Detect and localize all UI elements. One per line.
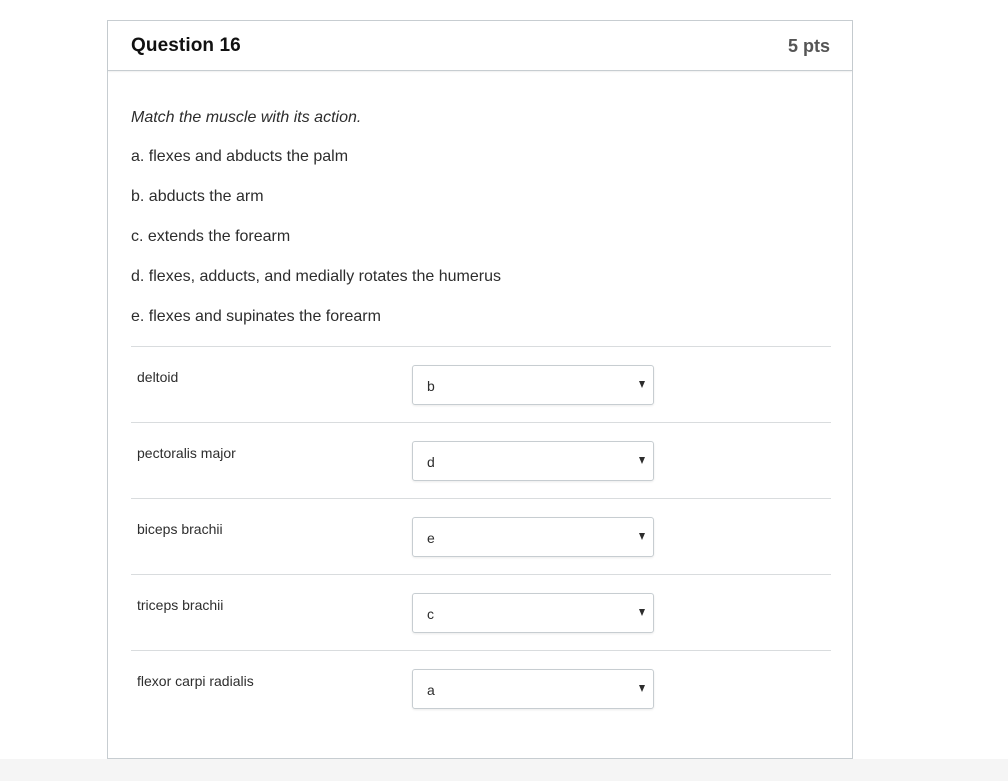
match-row-pectoralis-major — [131, 423, 831, 499]
selected-value: c — [427, 606, 434, 622]
option-a: a. flexes and abducts the palm — [131, 148, 349, 165]
selected-value: a — [427, 682, 435, 698]
caret-down-icon — [639, 533, 645, 540]
muscle-label: deltoid — [137, 369, 179, 385]
question-card — [107, 20, 853, 759]
selected-value: d — [427, 454, 435, 470]
caret-down-icon — [639, 685, 645, 692]
answer-dropdown-triceps-brachii[interactable] — [412, 593, 654, 633]
selected-value: e — [427, 530, 435, 546]
caret-down-icon — [639, 381, 645, 388]
muscle-label: pectoralis major — [137, 445, 236, 461]
question-body — [108, 71, 852, 726]
question-points: 5 pts — [787, 36, 830, 56]
question-header — [108, 21, 852, 71]
option-b: b. abducts the arm — [131, 188, 264, 205]
answer-dropdown-flexor-carpi-radialis[interactable] — [412, 669, 654, 709]
match-row-deltoid — [131, 347, 831, 423]
option-e: e. flexes and supinates the forearm — [131, 308, 381, 325]
caret-down-icon — [639, 609, 645, 616]
option-d: d. flexes, adducts, and medially rotates the humerus — [131, 268, 501, 285]
muscle-label: triceps brachii — [137, 597, 224, 613]
match-row-flexor-carpi-radialis — [131, 651, 831, 726]
match-row-triceps-brachii — [131, 575, 831, 651]
question-title: Question 16 — [131, 35, 241, 56]
muscle-label: biceps brachii — [137, 521, 223, 537]
match-row-biceps-brachii — [131, 499, 831, 575]
muscle-label: flexor carpi radialis — [137, 673, 254, 689]
answer-dropdown-pectoralis-major[interactable] — [412, 441, 654, 481]
answer-dropdown-biceps-brachii[interactable] — [412, 517, 654, 557]
option-c: c. extends the forearm — [131, 228, 291, 245]
page-bottom-strip — [0, 759, 1008, 781]
answer-dropdown-deltoid[interactable] — [412, 365, 654, 405]
matching-answers — [131, 346, 831, 726]
selected-value: b — [427, 378, 435, 394]
caret-down-icon — [639, 457, 645, 464]
question-prompt: Match the muscle with its action. — [131, 109, 362, 126]
